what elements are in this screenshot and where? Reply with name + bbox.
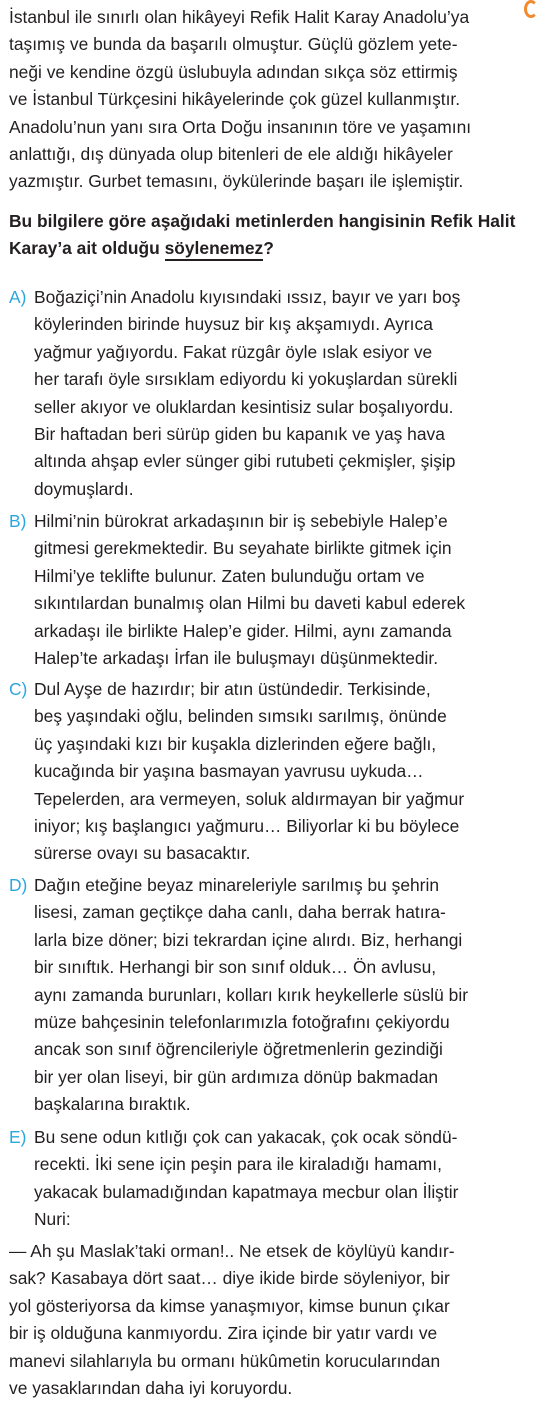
option-text-b: Hilmi’nin bürokrat arkadaşının bir iş sebebiyle Halep’e gitmesi gerekmektedir. Bu seyahate birlikte gitmek için Hilmi’ye teklifte bulunur. Zaten bulunduğu ortam ve sıkıntılardan bunalmış olan Hilmi bu daveti kabul ederek arkadaşı ile birlikte Halep’e gider. Hilmi, aynı zamanda Halep’te arkadaşı İrfan ile buluşmayı düşünmektedir. <box>34 511 466 669</box>
question-suffix: ? <box>263 238 274 259</box>
question-negation: söylenemez <box>165 238 264 261</box>
question-stem <box>9 208 531 263</box>
option-text-a: Boğaziçi’nin Anadolu kıyısındaki ıssız, bayır ve yarı boş köylerinden birinde huysuz bir kış akşamıydı. Ayrıca yağmur yağıyordu. Fakat rüzgâr öyle ıslak esiyor ve her tarafı öyle sırsıklam ediyordu ki yokuşlardan sürekli seller akıyor ve oluklardan kesintisiz sular boşalıyordu. Bir haftadan beri sürüp giden bu kapanık ve yaş hava altında ahşap evler sünger gibi rutubeti çekmişler, şişip doymuşlardı. <box>34 287 461 499</box>
option-letter-e: E) <box>9 1127 27 1147</box>
option-text-c: Dul Ayşe de hazırdır; bir atın üstündedir. Terkisinde, beş yaşındaki oğlu, belinden sımsıkı sarılmış, önünde üç yaşındaki kızı bir kuşakla dizlerinden eğere bağlı, kucağında bir yaşına basmayan yavrusu uykuda… Tepelerden, ara vermeyen, soluk aldırmayan bir yağmur iniyor; kış başlangıcı yağmuru… Biliyorlar ki bu böylece sürerse ovayı su basacaktır. <box>34 679 465 864</box>
option-text-d: Dağın eteğine beyaz minareleriyle sarılmış bu şehrin lisesi, zaman geçtikçe daha canlı, daha berrak hatıra- larla bize döner; bizi tekrardan içine alırdı. Biz, herhangi bir sınıftık. Herhangi bir son sınıf olduk… Ön avlusu, aynı zamanda burunları, kolları kırık heykellerle süslü bir müze bahçesinin telefonlarımızla fotoğrafını çekiyordu ancak son sınıf öğrencileriyle öğretmenlerin gezindiği bir yer olan liseyi, bir gün ardımıza dönüp bakmadan başkalarına bıraktık. <box>34 875 468 1115</box>
option-letter-a: A) <box>9 287 27 307</box>
option-text-e: Bu sene odun kıtlığı çok can yakacak, çok ocak söndü- recekti. İki sene için peşin para ile kiraladığı hamamı, yakacak bulamadığından kapatmaya mecbur olan İliştir Nuri: <box>34 1127 459 1230</box>
intro-passage: İstanbul ile sınırlı olan hikâyeyi Refik Halit Karay Anadolu’ya taşımış ve bunda da başarılı olmuştur. Güçlü gözlem yete- neği ve kendine özgü üslubuyla adından sıkça söz ettirmiş ve İstanbul Türkçesini hikâyelerinde çok güzel kullanmıştır. Anadolu’nun yanı sıra Orta Doğu insanının töre ve yaşamını anlattığı, dış dünyada olup bitenleri de ele aldığı hikâyeler yazmıştır. Gurbet temasını, öykülerinde başarı ile işlemiştir. <box>9 7 472 192</box>
question-prefix: Bu bilgilere göre aşağıdaki metinlerden hangisinin Refik Halit Karay’a ait olduğu <box>9 211 516 259</box>
corner-circle-icon <box>524 0 536 18</box>
option-e-dialog: — Ah şu Maslak’taki orman!.. Ne etsek de köylüyü kandır- sak? Kasabaya dört saat… diye ikide birde söyleniyor, bir yol gösteriyorsa da kimse yanaşmıyor, kimse bunun çıkar bir iş olduğuna kanmıyordu. Zira içinde bir yatır vardı ve manevi silahlarıyla bu ormanı hükûmetin korucularından ve yasaklarından daha iyi koruyordu. <box>9 1241 455 1399</box>
option-letter-b: B) <box>9 511 27 531</box>
option-letter-c: C) <box>9 679 28 699</box>
option-letter-d: D) <box>9 875 28 895</box>
